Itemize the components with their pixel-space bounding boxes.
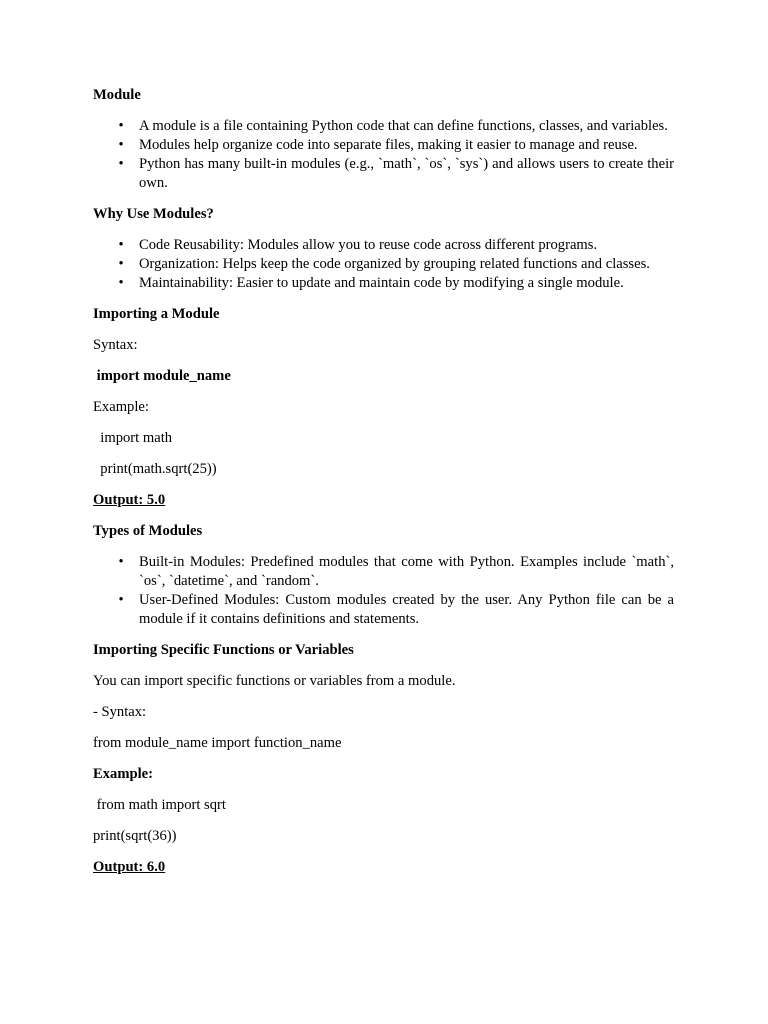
syntax-label: Syntax:: [93, 337, 138, 353]
list-item: • Modules help organize code into separate files, making it easier to manage and reuse.: [93, 136, 674, 155]
heading-why-use-modules: Why Use Modules?: [93, 206, 214, 222]
bullet-icon: •: [118, 237, 124, 253]
list-item: • A module is a file containing Python code that can define functions, classes, and variables.: [93, 117, 674, 136]
bullet-icon: •: [118, 275, 124, 291]
bullet-icon: •: [118, 256, 124, 272]
types-bullet-list: [93, 553, 674, 629]
heading-importing-a-module: Importing a Module: [93, 306, 220, 322]
list-item: • Maintainability: Easier to update and maintain code by modifying a single module.: [93, 274, 674, 293]
heading-importing-specific: Importing Specific Functions or Variables: [93, 642, 354, 658]
example-code-line: print(math.sqrt(25)): [93, 461, 217, 477]
intro-text: You can import specific functions or variables from a module.: [93, 673, 456, 689]
list-item: • Built-in Modules: Predefined modules that come with Python. Examples include `math`, `os`, `datetime`, and `random`.: [93, 553, 674, 591]
list-item: • Organization: Helps keep the code organized by grouping related functions and classes.: [93, 255, 674, 274]
syntax-code: import module_name: [93, 368, 231, 384]
list-item: • Python has many built-in modules (e.g., `math`, `os`, `sys`) and allows users to create their own.: [93, 155, 674, 193]
syntax-label: - Syntax:: [93, 704, 147, 720]
example-label: Example:: [93, 766, 153, 782]
example-code-line: from math import sqrt: [93, 797, 226, 813]
list-item: • User-Defined Modules: Custom modules created by the user. Any Python file can be a module if it contains definitions and statements.: [93, 591, 674, 629]
bullet-icon: •: [118, 118, 124, 134]
bullet-icon: •: [118, 554, 124, 570]
document-page: [93, 86, 674, 889]
heading-module: Module: [93, 87, 141, 103]
example-label: Example:: [93, 399, 149, 415]
bullet-icon: •: [118, 592, 124, 608]
list-item: • Code Reusability: Modules allow you to reuse code across different programs.: [93, 236, 674, 255]
module-bullet-list: [93, 117, 674, 193]
output-text: Output: 5.0: [93, 492, 166, 508]
example-code-line: import math: [93, 430, 173, 446]
example-code-line: print(sqrt(36)): [93, 828, 177, 844]
heading-types-of-modules: Types of Modules: [93, 523, 203, 539]
why-bullet-list: [93, 236, 674, 293]
syntax-code: from module_name import function_name: [93, 735, 342, 751]
output-text: Output: 6.0: [93, 859, 166, 875]
bullet-icon: •: [118, 137, 124, 153]
bullet-icon: •: [118, 156, 124, 172]
